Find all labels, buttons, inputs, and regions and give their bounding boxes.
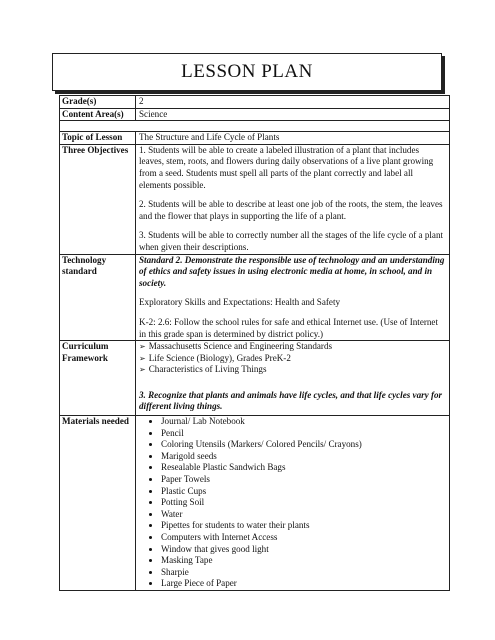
technology-value — [136, 255, 449, 341]
objective-1: 1. Students will be able to create a labeled illustration of a plant that includes leaves, stem, roots, and flowers during daily observations of a live plant growing from a seed. Students must spell all parts of the plant correctly and label all elements possible. — [139, 144, 434, 190]
materials-item: • Sharpie — [161, 567, 446, 579]
materials-item: • Computers with Internet Access — [161, 532, 446, 544]
content-area-label: Content Area(s) — [60, 109, 136, 121]
materials-item: • Plastic Cups — [161, 486, 446, 498]
materials-item: • Journal/ Lab Notebook — [161, 416, 446, 428]
materials-item: • Resealable Plastic Sandwich Bags — [161, 462, 446, 474]
objectives-value — [136, 145, 449, 254]
topic-value: The Structure and Life Cycle of Plants — [139, 132, 280, 143]
materials-item: • Potting Soil — [161, 497, 446, 509]
technology-label: Technology standard — [60, 255, 136, 341]
row-topic — [59, 131, 450, 145]
curriculum-value — [136, 341, 449, 415]
materials-item: • Pencil — [161, 428, 446, 440]
table-gap — [59, 121, 450, 131]
title-box — [52, 53, 442, 91]
curriculum-item: ➢ Massachusetts Science and Engineering Standards — [139, 341, 446, 353]
row-grade — [59, 95, 450, 109]
materials-item: • Masking Tape — [161, 555, 446, 567]
materials-item: • Marigold seeds — [161, 451, 446, 463]
materials-item: • Water — [161, 509, 446, 521]
technology-k2: K-2: 2.6: Follow the school rules for safe and ethical Internet use. (Use of Internet in this grade span is determined by district policy.) — [139, 316, 438, 339]
objective-3: 3. Students will be able to correctly number all the stages of the life cycle of a plant when given their descriptions. — [139, 230, 444, 252]
objective-2: 2. Students will be able to describe at least one job of the roots, the stem, the leaves and the flower that plays in supporting the life of a plant. — [139, 199, 443, 221]
materials-item: • Window that gives good light — [161, 544, 446, 556]
row-curriculum — [59, 341, 450, 416]
materials-item: • Paper Towels — [161, 474, 446, 486]
materials-item: • Coloring Utensils (Markers/ Colored Pencils/ Crayons) — [161, 439, 446, 451]
materials-label: Materials needed — [60, 416, 136, 590]
curriculum-item: ➢ Characteristics of Living Things — [139, 364, 446, 376]
curriculum-list — [139, 341, 446, 376]
grade-value: 2 — [139, 96, 144, 106]
grade-label: Grade(s) — [60, 96, 136, 108]
lesson-table — [59, 95, 450, 591]
curriculum-label: Curriculum Framework — [60, 341, 136, 415]
technology-standard: Standard 2. Demonstrate the responsible use of technology and an understanding of ethics and safety issues in using electronic media at home, in school, and in society. — [139, 254, 445, 288]
curriculum-item: ➢ Life Science (Biology), Grades PreK-2 — [139, 353, 446, 365]
objectives-label: Three Objectives — [60, 145, 136, 254]
row-objectives — [59, 145, 450, 255]
content-area-value: Science — [139, 108, 168, 119]
materials-item: • Pipettes for students to water their plants — [161, 520, 446, 532]
technology-skills: Exploratory Skills and Expectations: Health and Safety — [139, 297, 341, 308]
curriculum-statement: 3. Recognize that plants and animals have life cycles, and that life cycles vary for different living things. — [139, 389, 443, 412]
page-title: LESSON PLAN — [181, 61, 313, 82]
materials-value — [136, 416, 449, 590]
materials-item: • Large Piece of Paper — [161, 578, 446, 590]
row-materials — [59, 416, 450, 591]
materials-list — [139, 416, 446, 590]
row-content-area — [59, 109, 450, 122]
row-technology — [59, 255, 450, 342]
topic-label: Topic of Lesson — [60, 132, 136, 144]
